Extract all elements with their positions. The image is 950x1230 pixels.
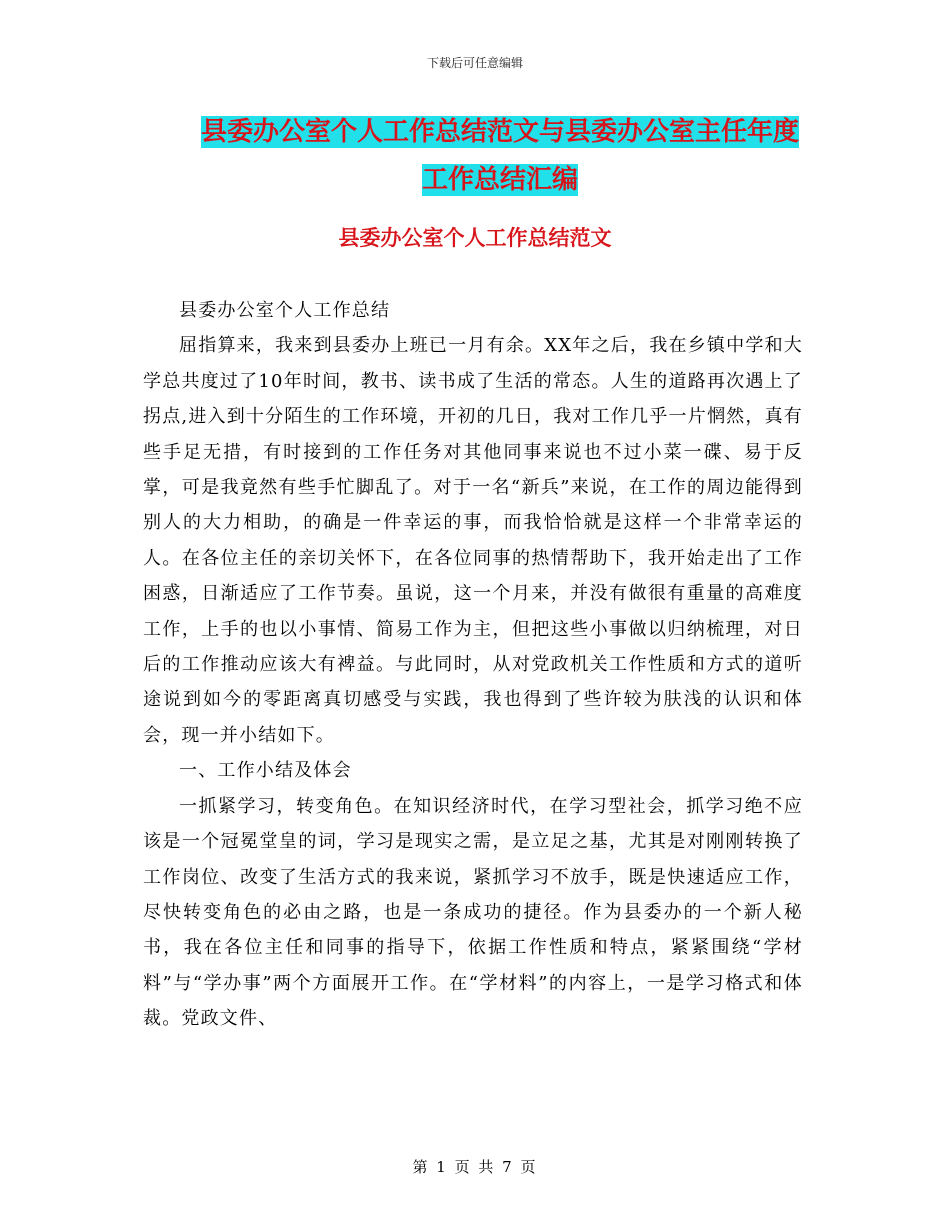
document-title-line-2: 工作总结汇编 <box>421 165 578 195</box>
document-title <box>190 108 810 204</box>
document-body <box>143 293 803 1037</box>
paragraph-subtitle: 县委办公室个人工作总结 <box>179 300 391 321</box>
paragraph-heading: 一、工作小结及体会 <box>179 760 352 782</box>
header-note: 下载后可任意编辑 <box>426 56 523 70</box>
page-footer: 第 1 页 共 7 页 <box>412 1158 538 1176</box>
paragraph: 屈指算来，我来到县委办上班已一月有余。XX年之后，我在乡镇中学和大学总共度过了10年时间，教书、读书成了生活的常态。人生的道路再次遇上了拐点,进入到十分陌生的工作环境，开初的几日，我对工作几乎一片惘然，真有些手足无措，有时接到的工作任务对其他同事来说也不过小菜一碟、易于反掌，可是我竟然有些手忙脚乱了。对于一名“新兵”来说，在工作的周边能得到别人的大力相助，的确是一件幸运的事，而我恰恰就是这样一个非常幸运的人。在各位主任的亲切关怀下，在各位同事的热情帮助下，我开始走出了工作困惑，日渐适应了工作节奏。虽说，这一个月来，并没有做很有重量的高难度工作，上手的也以小事情、简易工作为主，但把这些小事做以归纳梳理，对日后的工作推动应该大有裨益。与此同时，从对党政机关工作性质和方式的道听途说到如今的零距离真切感受与实践，我也得到了些许较为肤浅的认识和体会，现一并小结如下。 <box>143 335 803 746</box>
document-title-line-1: 县委办公室个人工作总结范文与县委办公室主任年度 <box>200 117 799 147</box>
section-title: 县委办公室个人工作总结范文 <box>338 226 612 250</box>
paragraph: 一抓紧学习，转变角色。在知识经济时代，在学习型社会，抓学习绝不应该是一个冠冕堂皇的词，学习是现实之需，是立足之基，尤其是对刚刚转换了工作岗位、改变了生活方式的我来说，紧抓学习不放手，既是快速适应工作，尽快转变角色的必由之路，也是一条成功的捷径。作为县委办的一个新人秘书，我在各位主任和同事的指导下，依据工作性质和特点，紧紧围绕“学材料”与“学办事”两个方面展开工作。在“学材料”的内容上，一是学习格式和体裁。党政文件、 <box>143 795 803 1030</box>
